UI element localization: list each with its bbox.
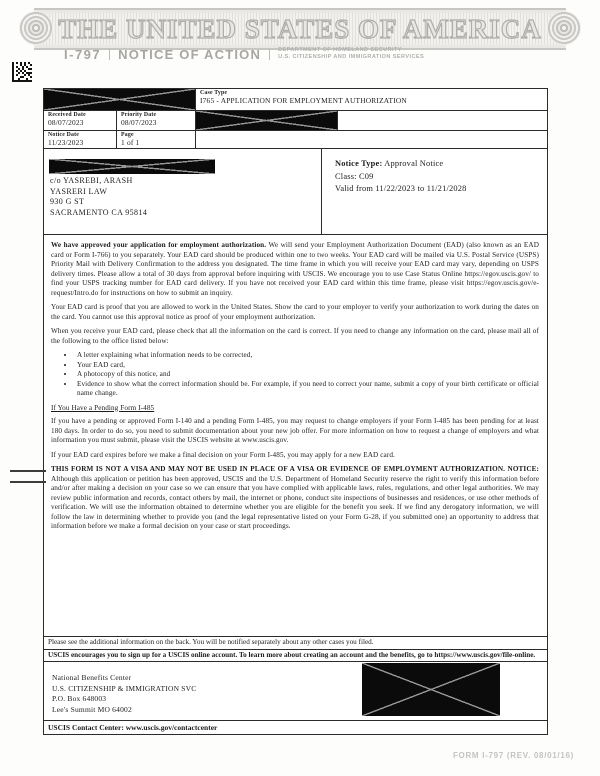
- addressee-section: [44, 148, 547, 234]
- pending-i485-paragraph: If you have a pending or approved Form I-140 and a pending Form I-485, you may request to change employers if your Form I-485 has been pending for at least 180 days. In order to do so, you need to submit documentation about your new job offer. For more information on how to request a change of employers and what information you must submit, please visit the USCIS website at www.uscis.gov.: [51, 417, 539, 444]
- service-center-agency: U.S. CITIZENSHIP & IMMIGRATION SVC: [52, 683, 197, 693]
- applicant-redaction: [196, 111, 338, 130]
- form-code: I-797: [64, 46, 102, 62]
- margin-mark: [10, 470, 46, 472]
- pending-i485-heading: If You Have a Pending Form I-485: [51, 403, 155, 412]
- agency-line2: U.S. CITIZENSHIP AND IMMIGRATION SERVICES: [278, 54, 425, 60]
- agency-name: [278, 47, 424, 61]
- priority-date-cell: [117, 111, 196, 130]
- card-check-paragraph: When you receive your EAD card, please check that all the information on the card is correct. If you need to change any information on the card, please mail all of the following to the office listed below:: [51, 327, 539, 345]
- notice-table: [43, 88, 548, 735]
- priority-date-label: Priority Date: [121, 112, 157, 118]
- list-item: • A letter explaining what information needs to be corrected,: [75, 351, 539, 361]
- priority-date-value: 08/07/2023: [121, 118, 157, 127]
- approval-paragraph: [51, 241, 539, 298]
- service-center-city: Lee's Summit MO 64002: [52, 704, 132, 714]
- divider: [109, 48, 110, 60]
- row-case-type: [44, 89, 547, 111]
- received-date-value: 08/07/2023: [48, 118, 84, 127]
- approval-paragraph-lead: We have approved your application for employment authorization.: [51, 241, 267, 249]
- ead-proof-paragraph: Your EAD card is proof that you are allowed to work in the United States. Show the card to your employer to verify your authorization to work during the dates on the card. You cannot use this approval notice as proof of your employment authorization.: [51, 303, 539, 321]
- divider: [269, 48, 270, 60]
- notice-body: [44, 234, 547, 636]
- notice-type-value: Approval Notice: [382, 159, 444, 168]
- not-a-visa-rest: Although this application or petition has been approved, USCIS and the U.S. Department of Homeland Security reserve the right to verify this information before and/or after making a decision on your case so we can ensure that you have complied with applicable laws, rules, regulations, and other legal authorities. We may review public information and records, contact others by mail, the internet or phone, conduct site inspections of businesses and residences, or use other methods of verification. We will use the information obtained to determine whether you are eligible for the benefit you seek. If we find any derogatory information, we will follow the law in determining whether to provide you (and the legal representative listed on your Form G-28, if you submitted one) an opportunity to address that information before we make a formal decision on your case or start proceedings.: [51, 474, 539, 530]
- addressee-firm: YASRERI LAW: [50, 186, 108, 196]
- received-date-cell: [44, 111, 117, 130]
- form-revision-footer: FORM I-797 (REV. 08/01/16): [452, 751, 574, 760]
- service-center-name: National Benefits Center: [52, 673, 132, 682]
- correction-list: [75, 351, 539, 399]
- additional-info-note: Please see the additional information on the back. You will be notified separately about any other cases you filed.: [44, 636, 547, 649]
- notice-type-box: [321, 149, 547, 234]
- list-item: • A photocopy of this notice, and: [75, 370, 539, 380]
- class-line: Class: C09: [335, 171, 374, 181]
- row-dates: [44, 111, 547, 131]
- service-center-section: [44, 661, 547, 720]
- not-a-visa-paragraph: [51, 465, 539, 532]
- notice-date-cell: [44, 131, 117, 148]
- addressee-street: 930 G ST: [50, 197, 85, 206]
- notice-date-value: 11/23/2023: [48, 138, 84, 147]
- approval-paragraph-rest: We will send your Employment Authorization Document (EAD) (also known as an EAD card or Form I-766) to you separately. Your EAD card should be produced within one to two weeks. Your EAD card will be mailed via U.S. Postal Service (USPS) Priority Mail with Delivery Confirmation to the address you designated. The time frame in which you will receive your EAD card may vary, depending on USPS delivery times. Please allow a total of 30 days from approval before inquiring with USCIS. We encourage you to use Case Status Online https://egov.uscis.gov/ to find your USPS tracking number for EAD card delivery. If you have not received your EAD card within this time frame, please visit https://egov.uscis.gov/e-request/Intro.do for instructions on how to submit an inquiry.: [51, 241, 540, 297]
- notice-of-action-title: NOTICE OF ACTION: [118, 46, 262, 62]
- list-item: • Your EAD card,: [75, 361, 539, 371]
- banner-title: THE UNITED STATES OF AMERICA: [58, 13, 542, 44]
- not-a-visa-lead: THIS FORM IS NOT A VISA AND MAY NOT BE USED IN PLACE OF A VISA OR EVIDENCE OF EMPLOYMENT AUTHORIZATION.: [51, 465, 506, 473]
- data-matrix-barcode-icon: [12, 62, 32, 82]
- addressee-name-redaction: [49, 159, 215, 174]
- empty-cell: [196, 131, 547, 148]
- banner-rosette-icon: [19, 11, 53, 45]
- addressee-care-of: c/o YASREBI, ARASH: [50, 176, 133, 185]
- barcode-redaction: [362, 663, 500, 716]
- list-item: • Evidence to show what the correct information should be. For example, if you need to correct your name, submit a copy of your birth certificate or official name change.: [75, 380, 539, 399]
- validity-line: Valid from 11/22/2023 to 11/21/2028: [335, 184, 467, 193]
- service-center-pobox: P.O. Box 648003: [52, 694, 107, 703]
- subheader: [64, 45, 424, 63]
- banner-rosette-icon: [547, 11, 581, 45]
- page-label: Page: [121, 132, 134, 138]
- page-cell: [117, 131, 196, 148]
- case-type-label: Case Type: [200, 90, 228, 96]
- uscis-contact-center: USCIS Contact Center: www.uscis.gov/contactcenter: [44, 720, 547, 734]
- applicant-cell: [196, 111, 547, 130]
- banner: [34, 8, 566, 50]
- ead-expires-paragraph: If your EAD card expires before we make a final decision on your Form I-485, you may apply for a new EAD card.: [51, 450, 395, 459]
- case-type-cell: [196, 89, 547, 110]
- addressee-city-state-zip: SACRAMENTO CA 95814: [50, 207, 148, 217]
- row-notice-date: [44, 131, 547, 148]
- receipt-number-redaction: [44, 89, 196, 110]
- margin-mark: [10, 481, 46, 483]
- notice-type-line: [335, 158, 543, 171]
- notice-label: NOTICE:: [505, 465, 539, 473]
- notice-date-label: Notice Date: [48, 132, 80, 138]
- agency-line1: DEPARTMENT OF HOMELAND SECURITY: [278, 47, 402, 54]
- case-type-value: I765 - APPLICATION FOR EMPLOYMENT AUTHORIZATION: [200, 96, 407, 105]
- page-value: 1 of 1: [121, 138, 140, 147]
- received-date-label: Received Date: [48, 112, 86, 118]
- online-account-note: USCIS encourages you to sign up for a USCIS online account. To learn more about creating an account and the benefits, go to https://www.uscis.gov/file-online.: [44, 649, 547, 662]
- notice-type-label: Notice Type:: [335, 159, 383, 168]
